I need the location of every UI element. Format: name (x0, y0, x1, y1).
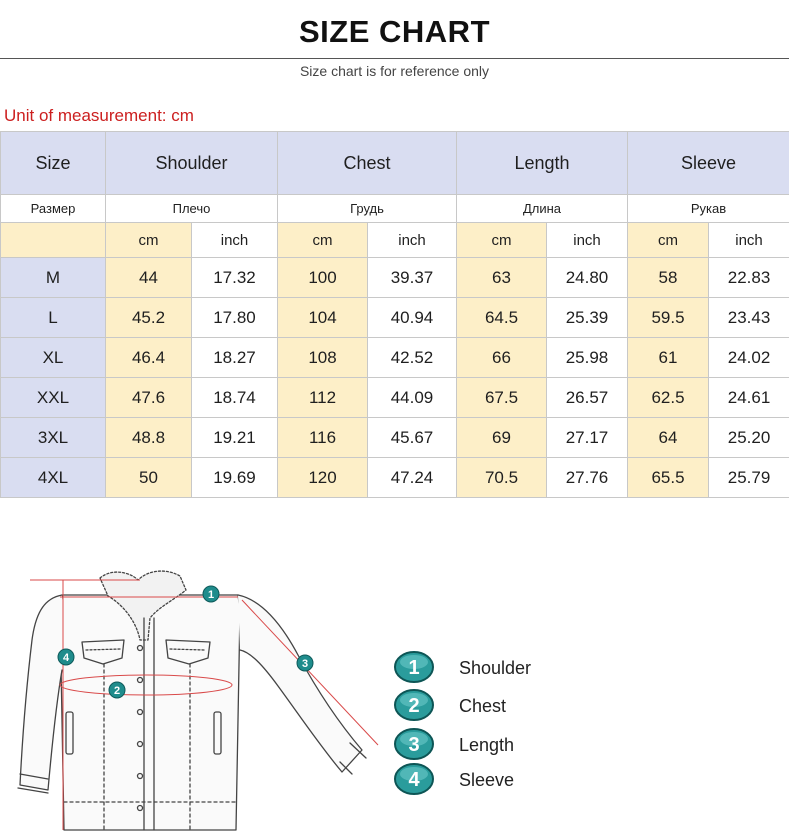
table-row (1, 258, 789, 298)
svg-text:3: 3 (301, 658, 309, 670)
value-inch-cell: 25.98 (547, 338, 628, 378)
column-header-sleeve-ru: Рукав (628, 195, 789, 223)
page-subtitle: Size chart is for reference only (299, 63, 490, 79)
unit-inch-label: inch (192, 223, 278, 258)
value-inch-cell: 18.74 (192, 378, 278, 418)
jacket-torso-outline (60, 595, 240, 830)
value-inch-cell: 27.76 (547, 458, 628, 498)
value-cm-cell: 62.5 (628, 378, 709, 418)
number-2-badge-icon (393, 688, 435, 722)
legend-item-chest (393, 688, 613, 722)
value-inch-cell: 17.80 (192, 298, 278, 338)
size-cell: L (1, 298, 106, 338)
unit-inch-label: inch (547, 223, 628, 258)
value-inch-cell: 23.43 (709, 298, 789, 338)
unit-row-blank-cell (1, 223, 106, 258)
value-inch-cell: 24.61 (709, 378, 789, 418)
unit-cm-label: cm (628, 223, 709, 258)
legend-label-shoulder: Shoulder (459, 658, 532, 678)
column-header-sleeve: Sleeve (628, 132, 789, 195)
value-inch-cell: 24.80 (547, 258, 628, 298)
title-divider (0, 58, 789, 59)
value-cm-cell: 64.5 (457, 298, 547, 338)
marker-1-icon (203, 586, 219, 602)
value-cm-cell: 44 (106, 258, 192, 298)
value-cm-cell: 48.8 (106, 418, 192, 458)
value-cm-cell: 50 (106, 458, 192, 498)
svg-text:2: 2 (408, 695, 420, 717)
size-column-header: Size (1, 132, 106, 195)
column-header-chest-ru: Грудь (278, 195, 457, 223)
value-inch-cell: 19.69 (192, 458, 278, 498)
size-table (0, 131, 789, 498)
legend-item-length (393, 727, 613, 761)
unit-inch-label: inch (368, 223, 457, 258)
unit-inch-label: inch (709, 223, 789, 258)
value-cm-cell: 67.5 (457, 378, 547, 418)
value-inch-cell: 19.21 (192, 418, 278, 458)
value-cm-cell: 69 (457, 418, 547, 458)
value-inch-cell: 44.09 (368, 378, 457, 418)
unit-row (1, 223, 789, 258)
value-cm-cell: 112 (278, 378, 368, 418)
value-inch-cell: 25.20 (709, 418, 789, 458)
table-row (1, 338, 789, 378)
unit-note: Unit of measurement: cm (4, 106, 194, 125)
jacket-left-sleeve (20, 595, 62, 790)
svg-text:4: 4 (62, 652, 70, 664)
value-cm-cell: 100 (278, 258, 368, 298)
marker-2-icon (109, 682, 125, 698)
jacket-diagram (0, 540, 400, 833)
table-row (1, 458, 789, 498)
table-row (1, 298, 789, 338)
size-cell: 3XL (1, 418, 106, 458)
value-inch-cell: 22.83 (709, 258, 789, 298)
svg-text:1: 1 (408, 657, 420, 679)
value-inch-cell: 39.37 (368, 258, 457, 298)
value-cm-cell: 61 (628, 338, 709, 378)
value-inch-cell: 25.79 (709, 458, 789, 498)
value-cm-cell: 65.5 (628, 458, 709, 498)
svg-text:3: 3 (408, 734, 420, 756)
value-cm-cell: 104 (278, 298, 368, 338)
value-cm-cell: 46.4 (106, 338, 192, 378)
svg-text:1: 1 (207, 589, 215, 601)
unit-cm-label: cm (278, 223, 368, 258)
column-header-chest: Chest (278, 132, 457, 195)
marker-3-icon (297, 655, 313, 671)
size-cell: XXL (1, 378, 106, 418)
table-row (1, 378, 789, 418)
jacket-right-sleeve (238, 595, 362, 772)
table-header-row-russian (1, 195, 789, 223)
number-4-badge-icon (393, 762, 435, 796)
value-cm-cell: 45.2 (106, 298, 192, 338)
size-cell: M (1, 258, 106, 298)
value-inch-cell: 26.57 (547, 378, 628, 418)
value-inch-cell: 47.24 (368, 458, 457, 498)
unit-cm-label: cm (457, 223, 547, 258)
column-header-shoulder-ru: Плечо (106, 195, 278, 223)
legend-item-shoulder (393, 650, 613, 684)
legend-label-chest: Chest (459, 696, 507, 716)
column-header-length-ru: Длина (457, 195, 628, 223)
value-inch-cell: 27.17 (547, 418, 628, 458)
table-header-row (1, 132, 789, 195)
column-header-shoulder: Shoulder (106, 132, 278, 195)
value-cm-cell: 116 (278, 418, 368, 458)
value-cm-cell: 47.6 (106, 378, 192, 418)
value-cm-cell: 120 (278, 458, 368, 498)
legend-item-sleeve (393, 762, 613, 796)
size-rows (1, 258, 789, 498)
value-cm-cell: 70.5 (457, 458, 547, 498)
svg-text:2: 2 (113, 685, 121, 697)
svg-text:4: 4 (408, 769, 420, 791)
legend-label-sleeve: Sleeve (459, 770, 515, 790)
value-cm-cell: 59.5 (628, 298, 709, 338)
size-cell: XL (1, 338, 106, 378)
table-row (1, 418, 789, 458)
value-inch-cell: 17.32 (192, 258, 278, 298)
page-title: SIZE CHART (299, 14, 490, 49)
size-cell: 4XL (1, 458, 106, 498)
number-3-badge-icon (393, 727, 435, 761)
value-inch-cell: 25.39 (547, 298, 628, 338)
size-column-header-ru: Размер (1, 195, 106, 223)
value-inch-cell: 24.02 (709, 338, 789, 378)
marker-4-icon (58, 649, 74, 665)
value-cm-cell: 64 (628, 418, 709, 458)
value-cm-cell: 66 (457, 338, 547, 378)
value-inch-cell: 42.52 (368, 338, 457, 378)
legend-label-length: Length (459, 735, 515, 755)
value-cm-cell: 108 (278, 338, 368, 378)
value-cm-cell: 58 (628, 258, 709, 298)
value-inch-cell: 40.94 (368, 298, 457, 338)
column-header-length: Length (457, 132, 628, 195)
number-1-badge-icon (393, 650, 435, 684)
value-inch-cell: 18.27 (192, 338, 278, 378)
value-cm-cell: 63 (457, 258, 547, 298)
unit-cm-label: cm (106, 223, 192, 258)
value-inch-cell: 45.67 (368, 418, 457, 458)
